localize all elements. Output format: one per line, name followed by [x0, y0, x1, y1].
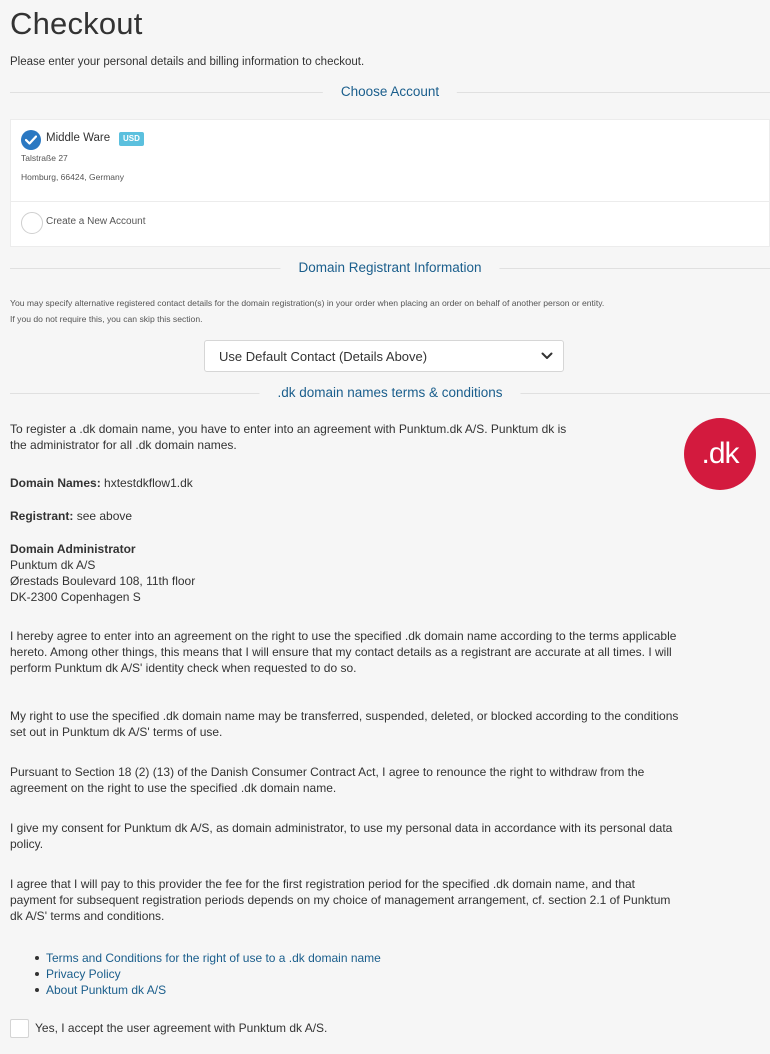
text-line: To register a .dk domain name, you have to enter into an agreement with Punktum.dk A/S. Punktum dk is [10, 422, 567, 436]
text-line: dk A/S' terms and conditions. [10, 909, 165, 923]
new-account-option[interactable] [11, 201, 769, 247]
description-line: You may specify alternative registered contact details for the domain registration(s) in your order when placing an order on behalf of another person or entity. [10, 298, 605, 308]
text-line: hereto. Among other things, this means that I will ensure that my contact details as a registrant are accurate at all times. I will [10, 645, 672, 659]
text-line: Punktum dk A/S [10, 558, 96, 572]
link-text[interactable]: Terms and Conditions for the right of use to a .dk domain name [46, 951, 381, 965]
terms-paragraph-3 [10, 764, 770, 796]
select-value: Use Default Contact (Details Above) [219, 349, 428, 364]
terms-paragraph-5 [10, 876, 770, 924]
page-title: Checkout [10, 6, 143, 41]
description-line: If you do not require this, you can skip this section. [10, 314, 203, 324]
text-line: set out in Punktum dk A/S' terms of use. [10, 725, 223, 739]
account-address-line1: Talstraße 27 [21, 153, 68, 163]
domain-registrant-separator [10, 260, 770, 276]
existing-account-option[interactable] [11, 120, 769, 201]
text-line: I give my consent for Punktum dk A/S, as domain administrator, to use my personal data in accordance with its personal data [10, 821, 673, 835]
chevron-down-icon [541, 352, 553, 360]
text-line: Pursuant to Section 18 (2) (13) of the Danish Consumer Contract Act, I agree to renounce the right to withdraw from the [10, 765, 645, 779]
account-name: Middle Ware [46, 132, 111, 144]
text-line: DK-2300 Copenhagen S [10, 590, 141, 604]
domain-names-label: Domain Names: [10, 476, 101, 490]
text-line: Ørestads Boulevard 108, 11th floor [10, 574, 196, 588]
registrant-line [10, 508, 770, 524]
link-privacy-policy[interactable] [46, 966, 381, 982]
radio-button[interactable] [21, 212, 43, 234]
domain-registrant-description [10, 295, 770, 327]
text-line: policy. [10, 837, 44, 851]
terms-links-list [46, 950, 381, 998]
dk-terms-heading: .dk domain names terms & conditions [259, 385, 520, 401]
link-text[interactable]: About Punktum dk A/S [46, 983, 167, 997]
account-address-line2: Homburg, 66424, Germany [21, 172, 124, 182]
terms-paragraph-2 [10, 708, 770, 740]
link-about-punktum[interactable] [46, 982, 381, 998]
administrator-heading: Domain Administrator [10, 542, 136, 556]
accept-agreement-checkbox[interactable] [10, 1019, 29, 1038]
registrant-value: see above [76, 509, 133, 523]
link-text[interactable]: Privacy Policy [46, 967, 121, 981]
text-line: I agree that I will pay to this provider the fee for the first registration period for the specified .dk domain name, and that [10, 877, 636, 891]
terms-paragraph-1 [10, 628, 770, 676]
domain-administrator-block [10, 541, 770, 605]
choose-account-separator [10, 84, 770, 100]
currency-badge: USD [119, 132, 144, 146]
bullet [35, 972, 39, 976]
registrant-label: Registrant: [10, 509, 74, 523]
accept-agreement-label[interactable]: Yes, I accept the user agreement with Punktum dk A/S. [35, 1021, 328, 1035]
domain-names-value: hxtestdkflow1.dk [104, 476, 193, 490]
dk-intro [10, 421, 770, 453]
bullet [35, 956, 39, 960]
domain-names-line [10, 475, 770, 491]
registrant-contact-select[interactable] [204, 340, 564, 372]
text-line: perform Punktum dk A/S' identity check when requested to do so. [10, 661, 357, 675]
account-selector [10, 119, 770, 247]
text-line: My right to use the specified .dk domain name may be transferred, suspended, deleted, or blocked according to the conditions [10, 709, 679, 723]
new-account-label: Create a New Account [46, 216, 146, 227]
terms-paragraph-4 [10, 820, 770, 852]
text-line: the administrator for all .dk domain names. [10, 438, 237, 452]
text-line: payment for subsequent registration periods depends on my choice of management arrangement, cf. section 2.1 of Punktum [10, 893, 671, 907]
text-line: I hereby agree to enter into an agreement on the right to use the specified .dk domain name according to the terms applicable [10, 629, 677, 643]
checkmark-icon [21, 130, 41, 150]
dk-terms-separator [10, 385, 770, 401]
choose-account-heading: Choose Account [323, 84, 457, 100]
domain-registrant-heading: Domain Registrant Information [280, 260, 499, 276]
link-terms-conditions[interactable] [46, 950, 381, 966]
text-line: agreement on the right to use the specified .dk domain name. [10, 781, 337, 795]
page-subtitle: Please enter your personal details and billing information to checkout. [10, 56, 365, 68]
dk-logo-text: .dk [701, 437, 739, 470]
bullet [35, 988, 39, 992]
